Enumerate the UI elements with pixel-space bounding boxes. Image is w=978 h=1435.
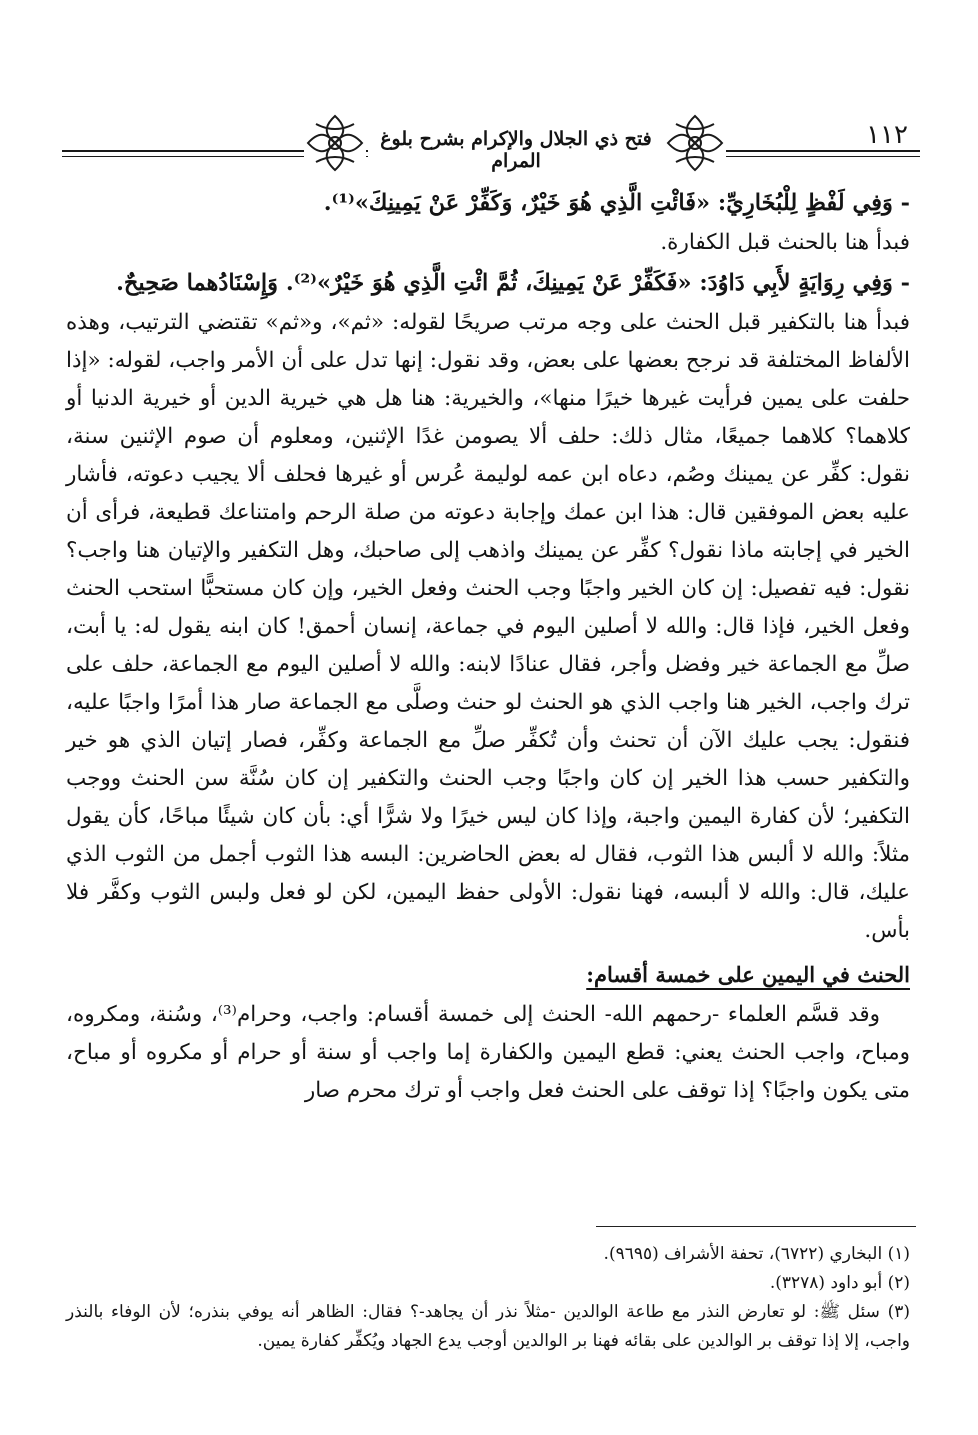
footnote-1: (١) البخاري (٦٧٢٢)، تحفة الأشراف (٩٦٩٥). bbox=[603, 1244, 910, 1264]
commentary-paragraph-2: وقد قسَّم العلماء -رحمهم الله- الحنث إلى خمسة أقسام: واجب، وحرام⁽³⁾، وسُنة، ومكروه، ومباح، واجب الحنث يعني: قطع اليمين والكفارة إما واجب أو سنة أو حرام أو مكروه أو مباح، متى يكون واجبًا؟ إذا توقف على الحنث فعل واجب أو ترك محرم صار bbox=[66, 1002, 910, 1103]
book-title: فتح ذي الجلال والإكرام بشرح بلوغ المرام bbox=[368, 128, 664, 172]
footnote-divider bbox=[596, 1226, 916, 1227]
footnote-2: (٢) أبو داود (٣٢٧٨). bbox=[769, 1273, 910, 1293]
main-text bbox=[66, 182, 910, 1110]
footnote-3: (٣) سئل ﷺ: لو تعارض النذر مع طاعة الوالدين -مثلاً نذر أن يجاهد-؟ فقال: الظاهر أنه يوفي بنذره؛ لأن الوفاء بالنذر واجب، إلا إذا توقف بر الوالدين على بقائه فهنا بر الوالدين أوجب يدع الجهاد ويُكفِّر كفارة يمين. bbox=[66, 1302, 910, 1351]
hadith-abudawud: - وَفِي رِوَايَةٍ لأَبِي دَاوُدَ: «فَكَفِّرْ عَنْ يَمِينِكَ، ثُمَّ ائْتِ الَّذِي هُوَ خَيْرٌ»⁽²⁾. وَإِسْنَادُهما صَحِيحٌ. bbox=[116, 270, 910, 296]
page-number: ١١٢ bbox=[860, 120, 914, 150]
arabesque-ornament-icon bbox=[664, 112, 726, 174]
commentary-line: فبدأ هنا بالحنث قبل الكفارة. bbox=[660, 230, 910, 255]
running-header bbox=[62, 110, 920, 176]
commentary-paragraph: فبدأ هنا بالتكفير قبل الحنث على وجه مرتب صريحًا لقوله: «ثم»، و«ثم» تقتضي الترتيب، وهذه الألفاظ المختلفة قد نرجح بعضها على بعض، وقد نقول: إنها تدل على أن الأمر واجب، لقوله: «إذا حلفت على يمين فرأيت غيرها خيرًا منها»، والخيرية: هنا هل هي خيرية الدين أو خيرية الدنيا أو كلاهما؟ كلاهما جميعًا، مثال ذلك: حلف ألا يصومن غدًا الإثنين، ومعلوم أن صوم الإثنين سنة، نقول: كفِّر عن يمينك وصُم، دعاه ابن عمه لوليمة عُرس أو غيرها فحلف ألا يجيب دعوته، فأشار عليه بعض الموفقين قال: هذا ابن عمك وإجابة دعوته من صلة الرحم وامتناعك قطيعة، فرأى أن الخير في إجابته ماذا نقول؟ كفِّر عن يمينك واذهب إلى صاحبك، وهل التكفير والإتيان هنا واجب؟ نقول: فيه تفصيل: إن كان الخير واجبًا وجب الحنث وفعل الخير، وإن كان مستحبًّا استحب الحنث وفعل الخير، فإذا قال: والله لا أصلين اليوم في جماعة، إنسان أحمق! كان ابنه يقول له: يا أبت، صلِّ مع الجماعة خير وفضل وأجر، فقال عنادًا لابنه: والله لا أصلين اليوم مع الجماعة، حلف على ترك واجب، الخير هنا واجب الذي هو الحنث لو حنث وصلَّى مع الجماعة صار هذا أمرًا واجبًا عليه، فنقول: يجب عليك الآن أن تحنث وأن تُكفِّر صلِّ مع الجماعة وكفِّر، فصار إتيان الذي هو خير والتكفير حسب هذا الخير إن كان واجبًا وجب الحنث والتكفير إن كان سُنَّة سن الحنث ووجب التكفير؛ لأن كفارة اليمين واجبة، وإذا كان ليس خيرًا ولا شرًّا أي: بأن كان شيئًا مباحًا، كأن يقول مثلاً: والله لا ألبس هذا الثوب، فقال له بعض الحاضرين: البسه هذا الثوب أجمل من الثوب الذي عليك، قال: والله لا ألبسه، فهنا نقول: الأولى حفظ اليمين، لكن لو فعل ولبس الثوب وكفَّر فلا بأس. bbox=[66, 310, 910, 943]
hadith-bukhari: - وَفِي لَفْظٍ لِلْبُخَارِيِّ: «فَائْتِ الَّذِي هُوَ خَيْرٌ، وَكَفِّرْ عَنْ يَمِينِكَ»⁽¹⁾. bbox=[323, 190, 910, 216]
footnotes bbox=[66, 1234, 910, 1356]
section-heading: الحنث في اليمين على خمسة أقسام: bbox=[586, 962, 910, 987]
arabesque-ornament-icon bbox=[304, 112, 366, 174]
